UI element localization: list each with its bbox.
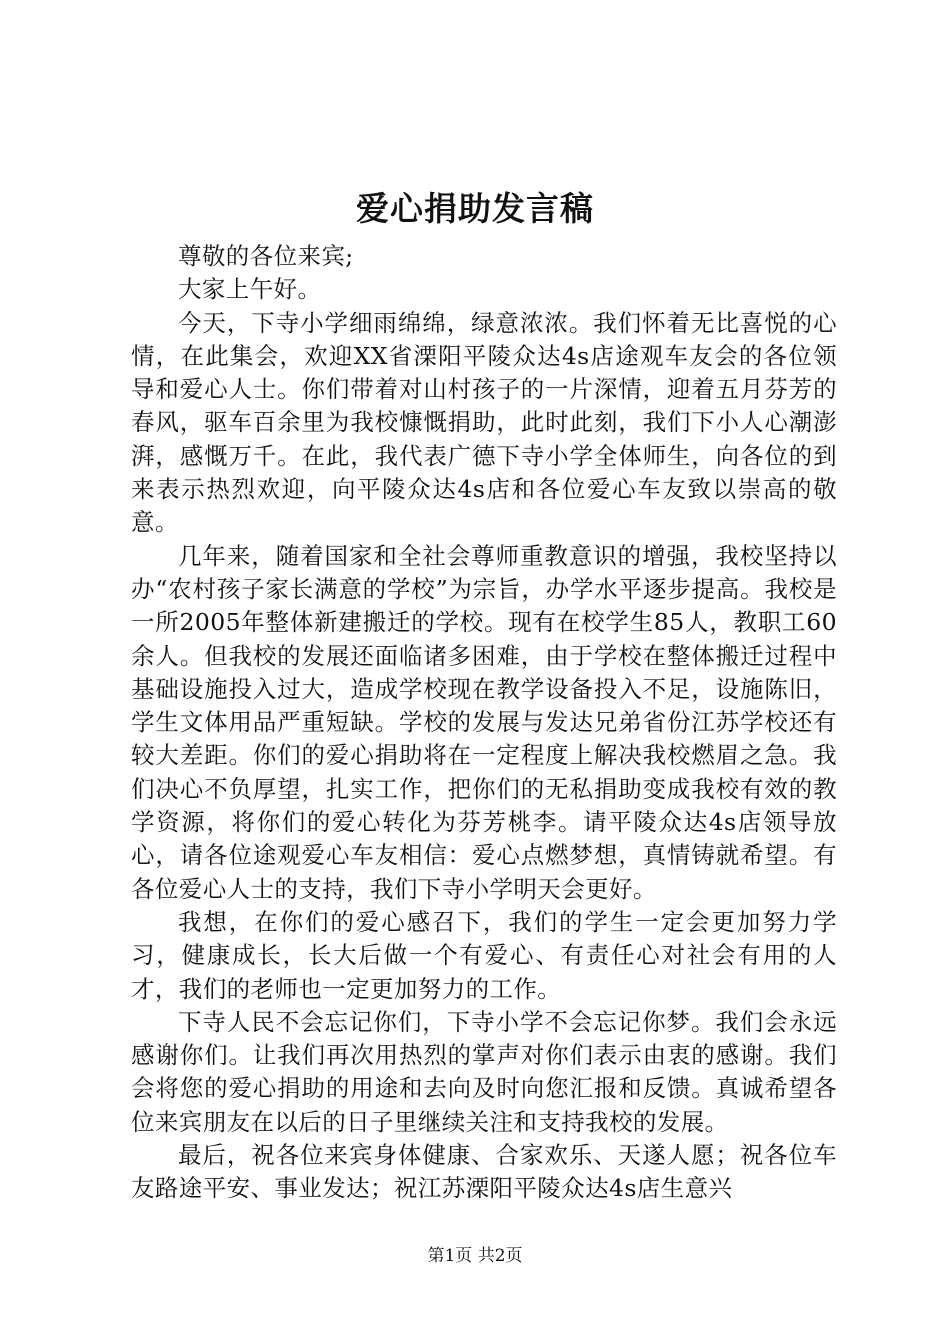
document-title: 爱心捐助发言稿 (356, 189, 594, 228)
document-body (131, 240, 837, 1206)
paragraph-commitment: 我想，在你们的爱心感召下，我们的学生一定会更加努力学习，健康成长，长大后做一个有爱心、有责任心对社会有用的人才，我们的老师也一定更加努力的工作。 (131, 907, 837, 1003)
paragraph-closing: 最后，祝各位来宾身体健康、合家欢乐、天遂人愿；祝各位车友路途平安、事业发达；祝江苏溧阳平陵众达4s店生意兴 (131, 1141, 837, 1203)
page-footer: 第1页 共2页 (427, 1246, 523, 1266)
paragraph-gratitude: 下寺人民不会忘记你们，下寺小学不会忘记你梦。我们会永远感谢你们。让我们再次用热烈的掌声对你们表示由衷的感谢。我们会将您的爱心捐助的用途和去向及时向您汇报和反馈。真诚希望各位来宾朋友在以后的日子里继续关注和支持我校的发展。 (131, 1007, 837, 1136)
paragraph-greeting: 大家上午好。 (178, 275, 322, 304)
paragraph-welcome: 今天，下寺小学细雨绵绵，绿意浓浓。我们怀着无比喜悦的心情，在此集会，欢迎XX省溧阳平陵众达4s店途观车友会的各位领导和爱心人士。你们带着对山村孩子的一片深情，迎着五月芬芳的春风，驱车百余里为我校慷慨捐助，此时此刻，我们下小人心潮澎湃，感慨万千。在此，我代表广德下寺小学全体师生，向各位的到来表示热烈欢迎，向平陵众达4s店和各位爱心车友致以崇高的敬意。 (131, 308, 837, 537)
paragraph-salutation: 尊敬的各位来宾; (178, 242, 354, 270)
paragraph-school-status: 几年来，随着国家和全社会尊师重教意识的增强，我校坚持以办“农村孩子家长满意的学校”为宗旨，办学水平逐步提高。我校是一所2005年整体新建搬迁的学校。现有在校学生85人，教职工60余人。但我校的发展还面临诸多困难，由于学校在整体搬迁过程中基础设施投入过大，造成学校现在教学设备投入不足，设施陈旧，学生文体用品严重短缺。学校的发展与发达兄弟省份江苏学校还有较大差距。你们的爱心捐助将在一定程度上解决我校燃眉之急。我们决心不负厚望，扎实工作，把你们的无私捐助变成我校有效的教学资源，将你们的爱心转化为芬芳桃李。请平陵众达4s店领导放心，请各位途观爱心车友相信：爱心点燃梦想，真情铸就希望。有各位爱心人士的支持，我们下寺小学明天会更好。 (131, 541, 837, 903)
